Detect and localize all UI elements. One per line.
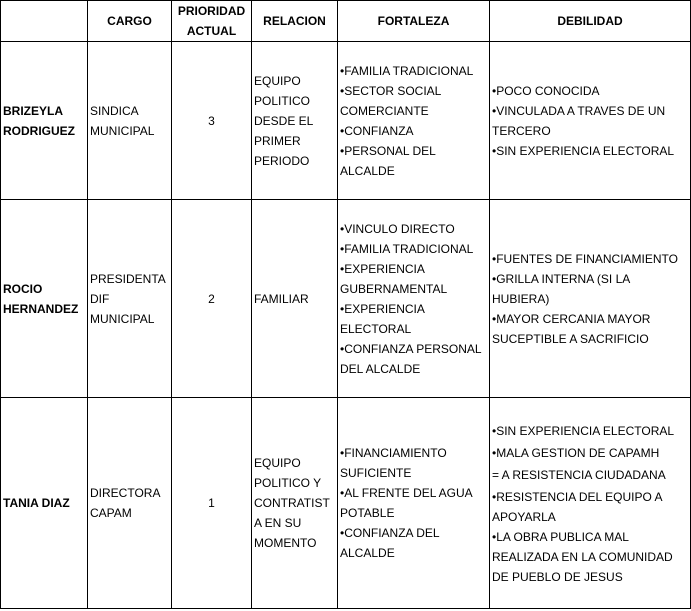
debilidad-item: •RESISTENCIA DEL EQUIPO A APOYARLA — [492, 490, 662, 524]
debilidad-item: •MAYOR CERCANIA MAYOR SUCEPTIBLE A SACRIFICIO — [492, 311, 651, 346]
row-prioridad: 1 — [172, 398, 252, 609]
row-debilidad — [490, 200, 691, 398]
row-fortaleza — [338, 398, 490, 609]
table-row — [1, 398, 691, 609]
row-relacion: EQUIPO POLITICO Y CONTRATISTA EN SU MOMENTO — [252, 398, 338, 609]
row-cargo: PRESIDENTA DIF MUNICIPAL — [88, 200, 172, 398]
header-cargo: CARGO — [88, 1, 172, 42]
row-debilidad — [490, 398, 691, 609]
table-row — [1, 200, 691, 398]
header-relacion: RELACION — [252, 1, 338, 42]
row-relacion: EQUIPO POLITICO DESDE EL PRIMER PERIODO — [252, 42, 338, 200]
row-prioridad: 3 — [172, 42, 252, 200]
fortaleza-item: •VINCULO DIRECTO — [340, 221, 455, 236]
fortaleza-item: •EXPERIENCIA ELECTORAL — [340, 301, 425, 336]
debilidad-item: = A RESISTENCIA CIUDADANA — [492, 468, 666, 482]
row-fortaleza — [338, 200, 490, 398]
header-debilidad: DEBILIDAD — [490, 1, 691, 42]
header-row — [1, 1, 691, 42]
fortaleza-item: •SECTOR SOCIAL COMERCIANTE — [340, 83, 441, 118]
fortaleza-item: •FAMILIA TRADICIONAL — [340, 63, 474, 78]
header-name — [1, 1, 88, 42]
row-cargo: DIRECTORA CAPAM — [88, 398, 172, 609]
fortaleza-item: •CONFIANZA DEL ALCALDE — [340, 526, 440, 560]
header-prioridad: PRIORIDAD ACTUAL — [172, 1, 252, 42]
row-cargo: SINDICA MUNICIPAL — [88, 42, 172, 200]
fortaleza-item: •PERSONAL DEL ALCALDE — [340, 143, 436, 178]
fortaleza-item: •EXPERIENCIA GUBERNAMENTAL — [340, 261, 448, 296]
fortaleza-item: •AL FRENTE DEL AGUA POTABLE — [340, 486, 473, 520]
fortaleza-item: •CONFIANZA — [340, 123, 414, 138]
debilidad-item: •LA OBRA PUBLICA MAL REALIZADA EN LA COMUNIDAD DE PUEBLO DE JESUS — [492, 530, 673, 584]
row-relacion: FAMILIAR — [252, 200, 338, 398]
fortaleza-item: •FINANCIAMIENTO SUFICIENTE — [340, 446, 447, 480]
row-name: BRIZEYLA RODRIGUEZ — [1, 42, 88, 200]
table-row — [1, 42, 691, 200]
debilidad-item: •FUENTES DE FINANCIAMIENTO — [492, 251, 678, 266]
debilidad-item: •MALA GESTION DE CAPAMH — [492, 446, 660, 460]
fortaleza-item: •CONFIANZA PERSONAL DEL ALCALDE — [340, 341, 482, 376]
row-debilidad — [490, 42, 691, 200]
fortaleza-item: •FAMILIA TRADICIONAL — [340, 241, 474, 256]
row-prioridad: 2 — [172, 200, 252, 398]
debilidad-item: •GRILLA INTERNA (SI LA HUBIERA) — [492, 271, 630, 306]
debilidad-item: •POCO CONOCIDA — [492, 83, 600, 98]
debilidad-item: •SIN EXPERIENCIA ELECTORAL — [492, 143, 675, 158]
header-fortaleza: FORTALEZA — [338, 1, 490, 42]
debilidad-item: •VINCULADA A TRAVES DE UN TERCERO — [492, 103, 666, 138]
debilidad-item: •SIN EXPERIENCIA ELECTORAL — [492, 424, 675, 438]
row-name: ROCIO HERNANDEZ — [1, 200, 88, 398]
row-fortaleza — [338, 42, 490, 200]
row-name: TANIA DIAZ — [1, 398, 88, 609]
